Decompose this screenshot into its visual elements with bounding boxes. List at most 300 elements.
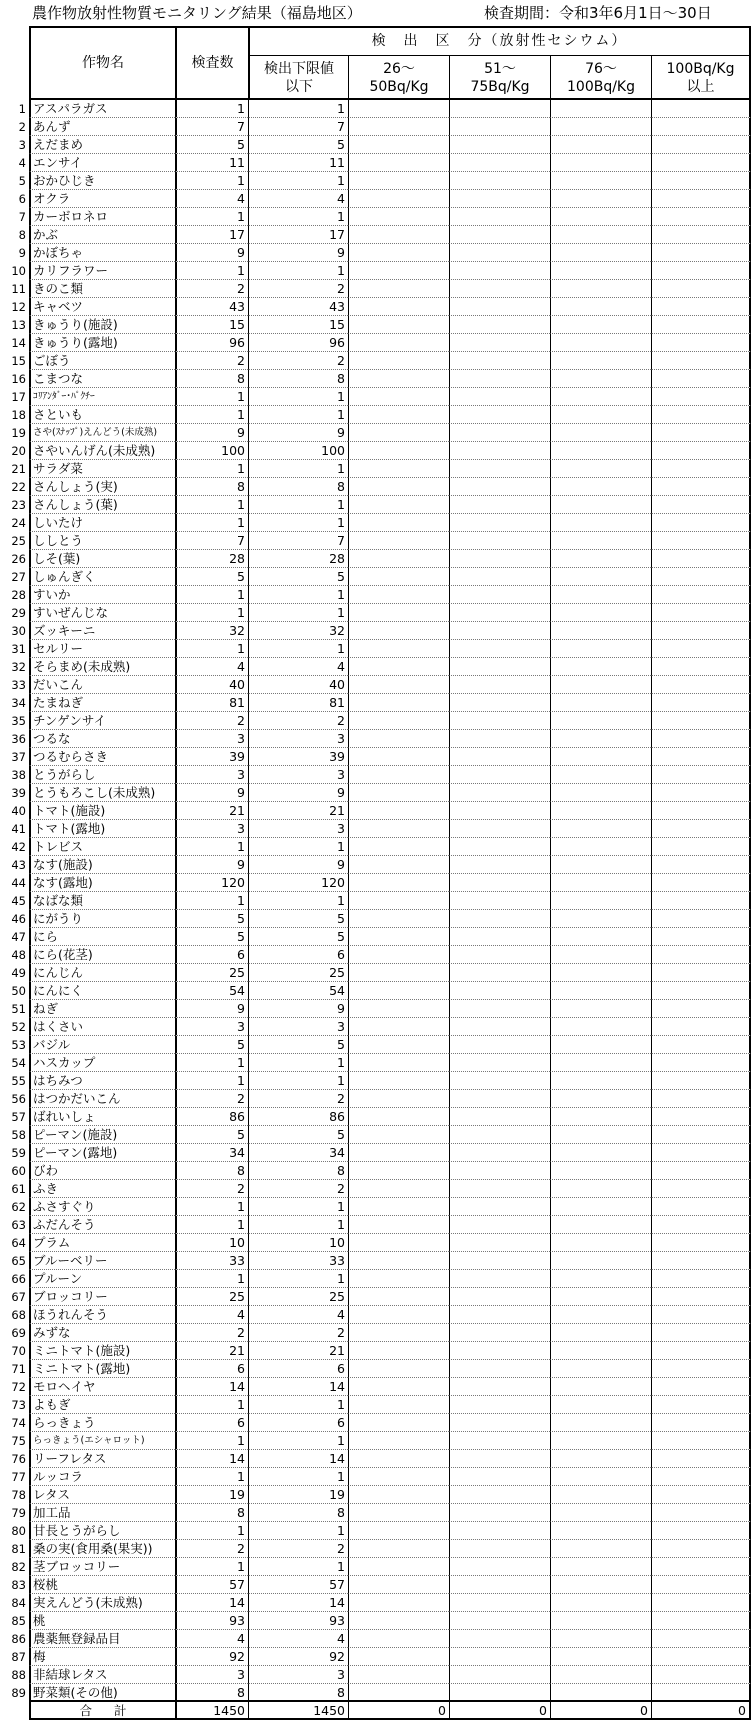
test-count: 1 [175,514,248,532]
crop-name: アスパラガス [29,100,175,118]
test-count: 1 [175,460,248,478]
below-limit-count: 28 [248,550,348,568]
range-76-100-count [550,1594,651,1612]
range-51-75-count [449,1396,550,1414]
inspection-period: 検査期間：令和3年6月1日～30日 [484,4,712,22]
row-number: 58 [11,1128,26,1142]
range-26-50-count [348,1594,449,1612]
crop-name: つるむらさき [29,748,175,766]
range-76-100-count [550,406,651,424]
below-limit-count: 3 [248,766,348,784]
range-26-50-count [348,1306,449,1324]
range-51-75-count [449,442,550,460]
row-number: 67 [11,1290,26,1304]
table-row [0,460,751,478]
row-number: 1 [18,102,26,116]
range-26-50-count [348,1684,449,1702]
row-number: 33 [11,678,26,692]
range-76-100-count [550,586,651,604]
crop-name: ｺﾘｱﾝﾀﾞｰ･ﾊﾟｸﾁｰ [29,388,175,406]
crop-name: ばれいしょ [29,1108,175,1126]
over-100-count [651,694,751,712]
range-51-75-count [449,1522,550,1540]
below-limit-count: 1 [248,586,348,604]
row-number: 85 [11,1614,26,1628]
over-100-count [651,1666,751,1684]
range-51-75-count [449,604,550,622]
range-26-50-count [348,1234,449,1252]
row-number: 19 [11,426,26,440]
test-count: 4 [175,1630,248,1648]
range-76-100-count [550,424,651,442]
range-76-100-count [550,1180,651,1198]
test-count: 32 [175,622,248,640]
over-100-count [651,1378,751,1396]
range-76-100-count [550,946,651,964]
row-number: 34 [11,696,26,710]
over-100-count [651,964,751,982]
crop-name: チンゲンサイ [29,712,175,730]
over-100-count [651,748,751,766]
range-76-100-count [550,226,651,244]
range-51-75-count [449,982,550,1000]
crop-name: バジル [29,1036,175,1054]
crop-name: さやいんげん(未成熟) [29,442,175,460]
below-limit-count: 1 [248,262,348,280]
range-76-100-count [550,1162,651,1180]
row-number: 71 [11,1362,26,1376]
range-26-50-count [348,1252,449,1270]
range-26-50-count [348,1144,449,1162]
over-100-count [651,604,751,622]
below-limit-count: 7 [248,532,348,550]
below-limit-count: 8 [248,1162,348,1180]
range-76-100-count [550,856,651,874]
crop-name: トレビス [29,838,175,856]
results-table [0,26,751,1720]
over-100-count [651,1648,751,1666]
test-count: 2 [175,712,248,730]
crop-name: さんしょう(実) [29,478,175,496]
range-76-100-count [550,208,651,226]
range-76-100-count [550,1054,651,1072]
below-limit-count: 5 [248,568,348,586]
range-26-50-count [348,676,449,694]
table-body [0,100,751,1702]
table-row [0,1072,751,1090]
row-number: 7 [18,210,26,224]
range-51-75-count [449,496,550,514]
crop-name: みずな [29,1324,175,1342]
range-76-100-count [550,748,651,766]
total-row [0,1702,751,1720]
row-number: 47 [11,930,26,944]
range-26-50-count [348,1180,449,1198]
below-limit-count: 1 [248,388,348,406]
total-76-100: 0 [550,1702,651,1720]
below-limit-count: 25 [248,964,348,982]
below-limit-count: 17 [248,226,348,244]
test-count: 4 [175,658,248,676]
test-count: 1 [175,892,248,910]
over-100-count [651,1216,751,1234]
range-26-50-count [348,694,449,712]
below-limit-count: 3 [248,730,348,748]
range-26-50-count [348,568,449,586]
table-row [0,1216,751,1234]
over-100-count [651,1072,751,1090]
range-51-75-count [449,892,550,910]
crop-name: キャベツ [29,298,175,316]
range-26-50-count [348,388,449,406]
over-100-count [651,460,751,478]
range-76-100-count [550,550,651,568]
range-76-100-count [550,1342,651,1360]
row-number: 2 [18,120,26,134]
crop-name: つるな [29,730,175,748]
test-count: 93 [175,1612,248,1630]
table-row [0,1684,751,1702]
range-26-50-count [348,370,449,388]
range-26-50-count [348,748,449,766]
row-number: 23 [11,498,26,512]
table-row [0,1630,751,1648]
below-limit-count: 8 [248,1684,348,1702]
table-row [0,622,751,640]
range-51-75-count [449,1270,550,1288]
row-number: 77 [11,1470,26,1484]
range-76-100-count [550,1234,651,1252]
range-76-100-count [550,820,651,838]
range-26-50-count [348,100,449,118]
below-limit-count: 10 [248,1234,348,1252]
test-count: 5 [175,568,248,586]
range-26-50-count [348,1666,449,1684]
range-76-100-count [550,154,651,172]
crop-name: オクラ [29,190,175,208]
row-number: 56 [11,1092,26,1106]
below-limit-count: 1 [248,406,348,424]
over-100-count [651,874,751,892]
over-100-count [651,982,751,1000]
range-51-75-count [449,208,550,226]
over-100-count [651,1036,751,1054]
range-76-100-count [550,1414,651,1432]
test-count: 1 [175,586,248,604]
crop-name: ブロッコリー [29,1288,175,1306]
over-100-count [651,370,751,388]
total-51-75: 0 [449,1702,550,1720]
range-51-75-count [449,694,550,712]
range-26-50-count [348,190,449,208]
below-limit-count: 6 [248,1360,348,1378]
range-76-100-count [550,136,651,154]
row-number: 20 [11,444,26,458]
below-limit-count: 2 [248,1324,348,1342]
crop-name: しいたけ [29,514,175,532]
range-26-50-count [348,1018,449,1036]
crop-name: にんじん [29,964,175,982]
range-51-75-count [449,946,550,964]
over-100-count [651,1450,751,1468]
range-76-100-count [550,766,651,784]
range-51-75-count [449,1306,550,1324]
row-number: 53 [11,1038,26,1052]
range-51-75-count [449,1000,550,1018]
range-51-75-count [449,784,550,802]
over-100-count [651,730,751,748]
test-count: 33 [175,1252,248,1270]
range-51-75-count [449,1126,550,1144]
row-number: 40 [11,804,26,818]
range-26-50-count [348,478,449,496]
range-76-100-count [550,838,651,856]
table-row [0,1558,751,1576]
over-100-count [651,514,751,532]
over-100-count [651,1684,751,1702]
test-count: 14 [175,1378,248,1396]
test-count: 14 [175,1450,248,1468]
over-100-count [651,1558,751,1576]
header-over-100: 100Bq/Kg 以上 [651,56,751,100]
table-row [0,712,751,730]
range-51-75-count [449,1360,550,1378]
test-count: 96 [175,334,248,352]
table-row [0,604,751,622]
range-51-75-count [449,766,550,784]
crop-name: 実えんどう(未成熟) [29,1594,175,1612]
table-row [0,1288,751,1306]
table-row [0,1126,751,1144]
crop-name: 非結球レタス [29,1666,175,1684]
test-count: 1 [175,388,248,406]
range-76-100-count [550,1486,651,1504]
crop-name: はくさい [29,1018,175,1036]
row-number: 51 [11,1002,26,1016]
crop-name: なす(露地) [29,874,175,892]
over-100-count [651,1054,751,1072]
crop-name: ブルーベリー [29,1252,175,1270]
range-76-100-count [550,1108,651,1126]
range-76-100-count [550,604,651,622]
crop-name: あんず [29,118,175,136]
below-limit-count: 2 [248,712,348,730]
range-76-100-count [550,694,651,712]
row-number: 73 [11,1398,26,1412]
below-limit-count: 14 [248,1594,348,1612]
range-76-100-count [550,1468,651,1486]
range-51-75-count [449,352,550,370]
header-detection-category: 検 出 区 分（放射性セシウム） [248,26,751,56]
below-limit-count: 43 [248,298,348,316]
range-26-50-count [348,496,449,514]
test-count: 1 [175,262,248,280]
range-26-50-count [348,1288,449,1306]
range-26-50-count [348,172,449,190]
below-limit-count: 1 [248,1198,348,1216]
table-row [0,1108,751,1126]
below-limit-count: 8 [248,370,348,388]
range-26-50-count [348,946,449,964]
test-count: 2 [175,280,248,298]
below-limit-count: 9 [248,856,348,874]
table-row [0,1198,751,1216]
test-count: 1 [175,172,248,190]
row-number: 55 [11,1074,26,1088]
crop-name: ふき [29,1180,175,1198]
table-row [0,442,751,460]
table-row [0,640,751,658]
range-76-100-count [550,1288,651,1306]
range-76-100-count [550,1072,651,1090]
range-51-75-count [449,1684,550,1702]
row-number: 60 [11,1164,26,1178]
range-76-100-count [550,280,651,298]
table-row [0,280,751,298]
crop-name: セルリー [29,640,175,658]
test-count: 2 [175,1180,248,1198]
over-100-count [651,136,751,154]
range-26-50-count [348,1360,449,1378]
range-51-75-count [449,298,550,316]
table-row [0,1036,751,1054]
over-100-count [651,1108,751,1126]
row-number: 5 [18,174,26,188]
crop-name: カーボロネロ [29,208,175,226]
table-row [0,406,751,424]
range-26-50-count [348,802,449,820]
range-76-100-count [550,964,651,982]
crop-name: ミニトマト(施設) [29,1342,175,1360]
range-51-75-count [449,622,550,640]
row-number: 3 [18,138,26,152]
range-76-100-count [550,712,651,730]
below-limit-count: 100 [248,442,348,460]
range-26-50-count [348,964,449,982]
table-row [0,1324,751,1342]
test-count: 1 [175,640,248,658]
test-count: 1 [175,1522,248,1540]
range-51-75-count [449,190,550,208]
row-number: 16 [11,372,26,386]
row-number: 76 [11,1452,26,1466]
range-76-100-count [550,1396,651,1414]
range-76-100-count [550,1360,651,1378]
range-51-75-count [449,280,550,298]
row-number: 21 [11,462,26,476]
row-number: 48 [11,948,26,962]
range-76-100-count [550,316,651,334]
crop-name: プルーン [29,1270,175,1288]
range-51-75-count [449,1504,550,1522]
test-count: 10 [175,1234,248,1252]
over-100-count [651,406,751,424]
range-51-75-count [449,1648,550,1666]
test-count: 19 [175,1486,248,1504]
below-limit-count: 5 [248,136,348,154]
row-number: 49 [11,966,26,980]
range-26-50-count [348,1576,449,1594]
below-limit-count: 11 [248,154,348,172]
below-limit-count: 1 [248,1468,348,1486]
table-row [0,262,751,280]
table-row [0,1162,751,1180]
crop-name: よもぎ [29,1396,175,1414]
over-100-count [651,622,751,640]
range-26-50-count [348,1504,449,1522]
below-limit-count: 4 [248,1630,348,1648]
crop-name: ルッコラ [29,1468,175,1486]
range-26-50-count [348,892,449,910]
range-76-100-count [550,496,651,514]
range-26-50-count [348,820,449,838]
over-100-count [651,1342,751,1360]
test-count: 1 [175,1216,248,1234]
table-row [0,514,751,532]
table-row [0,964,751,982]
crop-name: おかひじき [29,172,175,190]
range-26-50-count [348,1540,449,1558]
over-100-count [651,1162,751,1180]
below-limit-count: 1 [248,1396,348,1414]
crop-name: なばな類 [29,892,175,910]
below-limit-count: 1 [248,1522,348,1540]
table-row [0,1666,751,1684]
range-26-50-count [348,136,449,154]
below-limit-count: 4 [248,1306,348,1324]
range-51-75-count [449,1594,550,1612]
range-76-100-count [550,1144,651,1162]
row-number: 57 [11,1110,26,1124]
row-number: 82 [11,1560,26,1574]
table-row [0,766,751,784]
test-count: 11 [175,154,248,172]
row-number: 70 [11,1344,26,1358]
range-76-100-count [550,1612,651,1630]
table-row [0,532,751,550]
below-limit-count: 1 [248,460,348,478]
test-count: 9 [175,424,248,442]
over-100-count [651,352,751,370]
row-number: 36 [11,732,26,746]
range-76-100-count [550,442,651,460]
table-row [0,172,751,190]
below-limit-count: 8 [248,478,348,496]
crop-name: らっきょう(エシャロット) [29,1432,175,1450]
crop-name: たまねぎ [29,694,175,712]
test-count: 15 [175,316,248,334]
test-count: 100 [175,442,248,460]
range-51-75-count [449,658,550,676]
over-100-count [651,244,751,262]
table-row [0,1270,751,1288]
row-number: 72 [11,1380,26,1394]
below-limit-count: 34 [248,1144,348,1162]
below-limit-count: 1 [248,1216,348,1234]
range-51-75-count [449,100,550,118]
range-51-75-count [449,118,550,136]
range-76-100-count [550,388,651,406]
range-76-100-count [550,370,651,388]
test-count: 2 [175,1540,248,1558]
crop-name: ミニトマト(露地) [29,1360,175,1378]
crop-name: トマト(露地) [29,820,175,838]
test-count: 86 [175,1108,248,1126]
range-51-75-count [449,1144,550,1162]
row-number: 17 [11,390,26,404]
row-number: 42 [11,840,26,854]
range-76-100-count [550,1270,651,1288]
